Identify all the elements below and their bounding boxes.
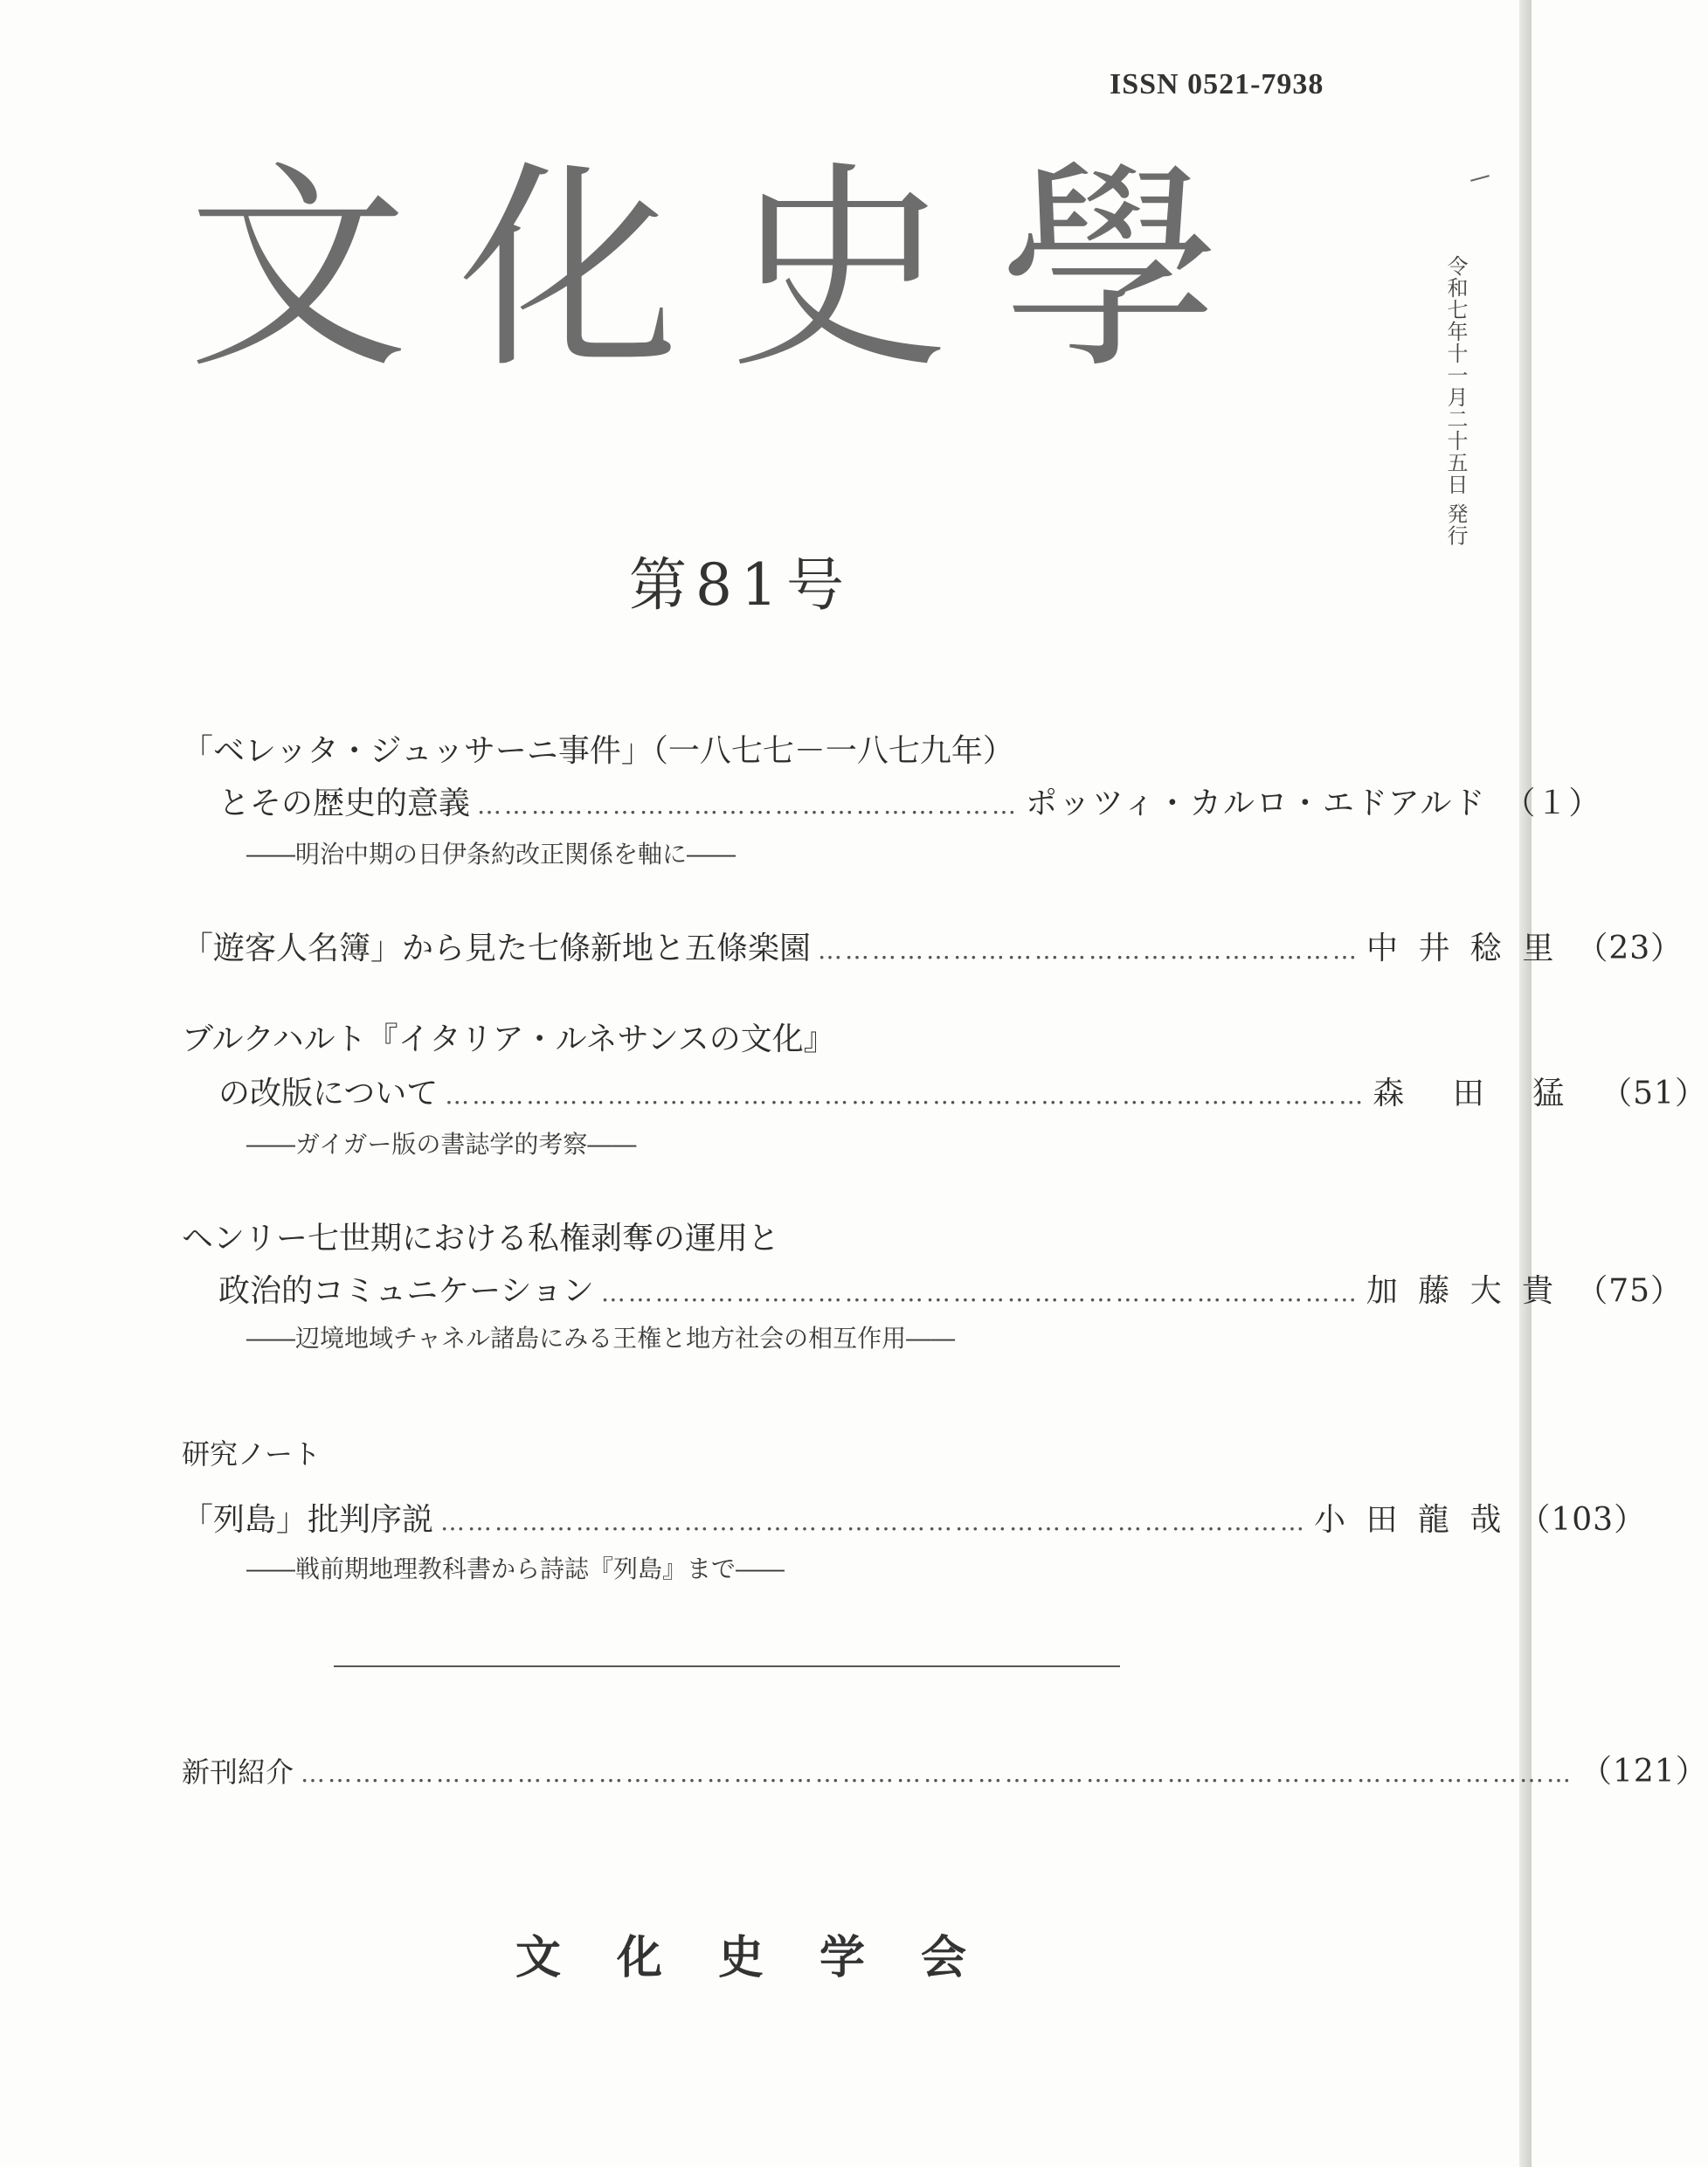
article-3-title-line1: ブルクハルト『イタリア・ルネサンスの文化』	[182, 1021, 835, 1057]
publication-date: 令和七年十一月二十五日 発行	[1443, 255, 1468, 547]
research-note-label: 研究ノート	[182, 1437, 322, 1471]
research-note-page: （103）	[1518, 1502, 1647, 1538]
leader-dots: …………………………………………………………………………	[600, 1278, 1359, 1307]
article-2-title: 「遊客人名簿」から見た七條新地と五條楽園	[182, 931, 812, 966]
article-4-title-line1: ヘンリー七世期における私権剥奪の運用と	[182, 1221, 780, 1257]
book-reviews-label: 新刊紹介	[182, 1755, 294, 1789]
research-note-title: 「列島」批判序説	[182, 1502, 434, 1538]
article-1-subtitle: ――明治中期の日伊条約改正関係を軸に――	[246, 840, 736, 869]
book-reviews-page: （121）	[1580, 1754, 1708, 1790]
article-1-title-line2: とその歴史的意義	[218, 786, 471, 821]
divider	[334, 1665, 1120, 1667]
leader-dots: …………………………………………………………………………………………	[445, 1081, 1366, 1110]
research-note-author: 小 田 龍 哉	[1314, 1502, 1507, 1538]
article-2-page: （23）	[1576, 931, 1684, 966]
leader-dots: ……………………………………………………………………………………………………………………………	[301, 1759, 1574, 1788]
article-3-author: 森 田 猛	[1373, 1076, 1584, 1111]
article-4-title-line2: 政治的コミュニケーション	[218, 1273, 594, 1309]
article-4-row	[218, 1272, 1683, 1311]
issn: ISSN 0521-7938	[1110, 68, 1324, 100]
leader-dots: ……………………………………………………	[818, 936, 1360, 965]
research-note-row	[182, 1501, 1647, 1540]
book-reviews-row	[182, 1753, 1708, 1791]
article-3-subtitle: ――ガイガー版の書誌学的考察――	[246, 1130, 637, 1159]
article-2-row	[182, 930, 1684, 968]
article-3-title-line2: の改版について	[218, 1076, 439, 1111]
article-1-row	[218, 785, 1601, 823]
publisher: 文化史学会	[515, 1932, 1022, 1984]
article-4-subtitle: ――辺境地域チャネル諸島にみる王権と地方社会の相互作用――	[246, 1324, 956, 1353]
article-1-title-line1: 「ベレッタ・ジュッサーニ事件」（一八七七－一八七九年）	[182, 733, 1014, 769]
article-3-row	[218, 1075, 1707, 1113]
article-3-page: （51）	[1601, 1076, 1707, 1111]
journal-title: 文化史學	[187, 142, 1271, 398]
leader-dots: ……………………………………………………………………………………	[440, 1507, 1308, 1536]
article-2-author: 中 井 稔 里	[1366, 931, 1559, 966]
leader-dots: ……………………………………………………	[477, 791, 1020, 820]
issue-number: 第81号	[629, 551, 853, 619]
article-4-author: 加 藤 大 貴	[1366, 1273, 1559, 1309]
research-note-subtitle: ――戦前期地理教科書から詩誌『列島』まで――	[246, 1554, 785, 1583]
article-1-page: （１）	[1504, 786, 1601, 821]
article-4-page: （75）	[1576, 1273, 1683, 1309]
article-1-author: ポッツィ・カルロ・エドアルド	[1026, 786, 1487, 821]
